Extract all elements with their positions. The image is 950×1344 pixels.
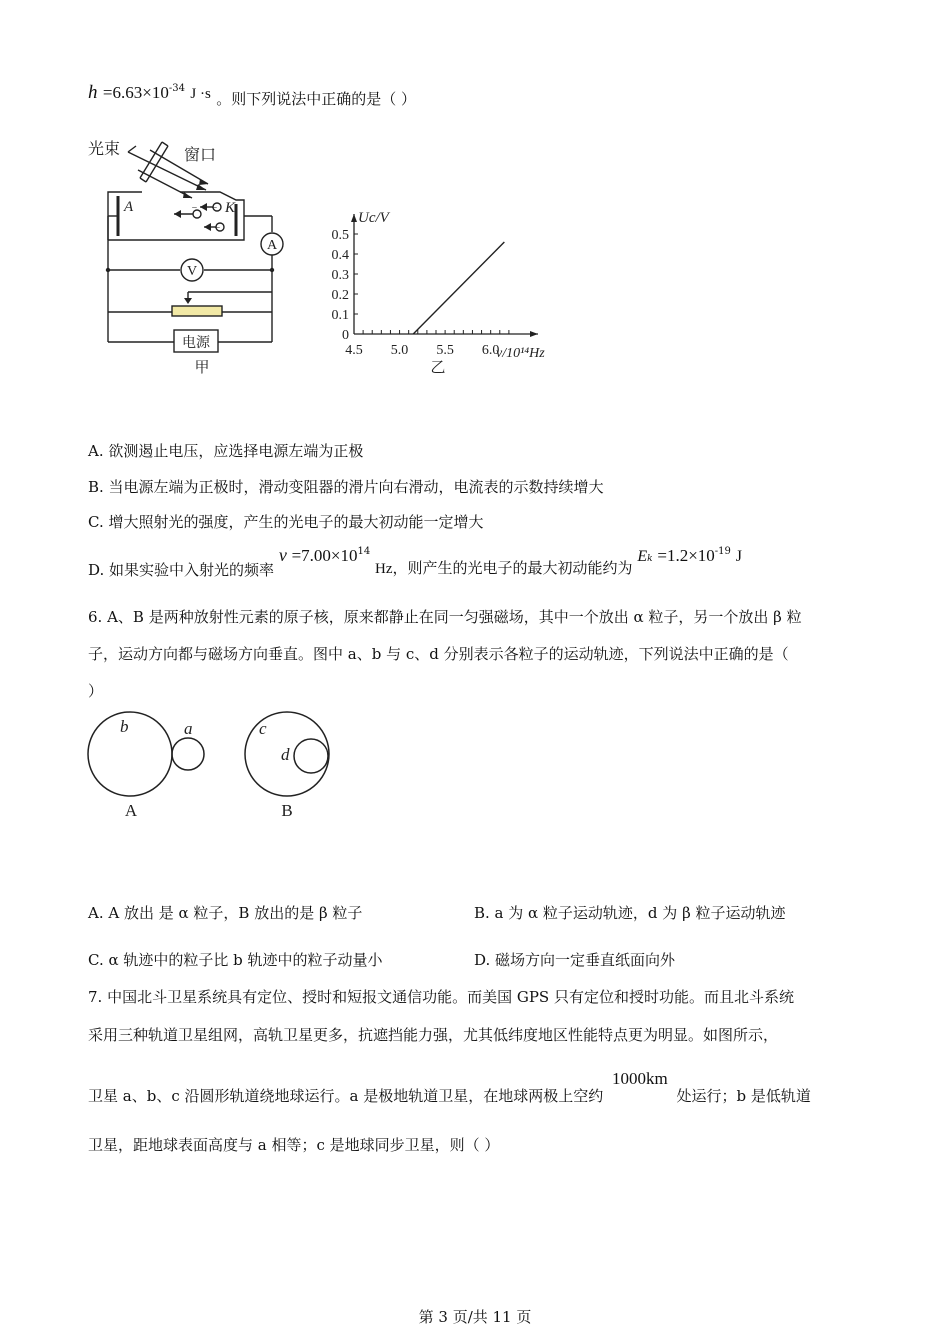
altitude-value: 1000km [611,1069,668,1088]
q5-stem-tail: 。则下列说法中正确的是（ ） [216,90,416,108]
graph-x-axis-label: ν/10¹⁴Hz [496,346,545,361]
q5-option-d [88,545,742,579]
y-tick-label: 0.1 [331,308,349,323]
q7-line2: 采用三种轨道卫星组网，高轨卫星更多，抗遮挡能力强，尤其低纬度地区性能特点更为明显。如图所示， [88,1026,779,1044]
x-axis-arrow [530,331,538,337]
nucleus-b-caption: B [281,801,293,820]
ammeter-label: A [266,238,278,253]
q6-line2: 子，运动方向都与磁场方向垂直。图中 a、b 与 c、d 分别表示各粒子的运动轨迹，下列说法中正确的是（ [88,645,789,663]
y-tick-label: 0.4 [331,248,349,263]
svg-text:−: − [214,223,221,234]
ek-unit: J [735,548,742,565]
q5-option-b: B. 当电源左端为正极时，滑动变阻器的滑片向右滑动，电流表的示数持续增大 [88,478,604,496]
radioactive-tracks-figure [84,708,344,828]
q7-line3-suffix: 处运行；b 是低轨道 [676,1087,811,1105]
graph-y-axis-label: Uc/V [358,210,389,226]
q6-line3: ） [88,682,104,700]
ek-subscript: k [647,554,653,564]
svg-text:−: − [191,203,198,214]
y-tick-label: 0.2 [331,288,349,303]
anode-label: A [124,199,134,215]
q5-option-c: C. 增大照射光的强度，产生的光电子的最大初动能一定增大 [88,513,484,531]
window-label: 窗口 [184,147,217,164]
circuit-caption: 甲 [194,360,210,376]
x-tick-label: 4.5 [345,343,363,358]
voltmeter-label: V [186,264,198,279]
q5-option-a: A. 欲测遏止电压，应选择电源左端为正极 [88,442,364,460]
q7-line1: 7. 中国北斗卫星系统具有定位、授时和短报文通信功能。而美国 GPS 只有定位和授时功能。而且北斗系统 [88,988,794,1006]
q5-option-d-prefix: D. 如果实验中入射光的频率 [88,561,275,579]
planck-value: =6.63×10 [102,83,169,102]
track-a-label: a [184,719,193,738]
q6-option-b: B. a 为 α 粒子运动轨迹，d 为 β 粒子运动轨迹 [474,904,786,922]
q7-line4: 卫星，距地球表面高度与 a 相等；c 是地球同步卫星，则（ ） [88,1136,500,1154]
nucleus-a-caption: A [124,801,138,820]
beam-label: 光束 [88,141,121,158]
y-tick-label: 0 [342,328,349,343]
q6-option-a: A. A 放出 是 α 粒子，B 放出的是 β 粒子 [88,904,363,922]
svg-text:−: − [211,203,218,214]
q7-line3-prefix: 卫星 a、b、c 沿圆形轨道绕地球运行。a 是极地轨道卫星，在地球两极上空约 [88,1087,604,1105]
frequency-symbol: ν [278,545,287,565]
x-tick-label: 6.0 [481,343,500,358]
photoelectric-circuit-figure [84,132,304,382]
q5-option-d-mid: Hz，则产生的光电子的最大初动能约为 [375,561,633,577]
planck-symbol: h [88,82,98,103]
q7-line3 [88,1068,811,1105]
track-c-label: c [259,719,267,738]
y-axis-arrow [351,214,357,222]
x-tick-label: 5.0 [390,343,409,358]
stopping-voltage-graph [318,200,568,380]
frequency-exponent: 14 [357,546,371,557]
source-label: 电源 [182,336,210,351]
q6-option-d: D. 磁场方向一定垂直纸面向外 [474,951,676,969]
track-d-label: d [281,745,290,764]
ek-value: =1.2×10 [657,546,715,565]
page-number: 第 3 页/共 11 页 [418,1308,532,1326]
q5-header [88,82,416,108]
y-tick-label: 0.5 [331,228,349,243]
track-b-label: b [120,717,129,736]
q6-line1: 6. A、B 是两种放射性元素的原子核，原来都静止在同一匀强磁场，其中一个放出 α 粒子，另一个放出 β 粒 [88,608,802,626]
y-tick-label: 0.3 [331,268,349,283]
planck-unit: J ·s [190,86,211,102]
series-line [413,242,504,334]
frequency-value: =7.00×10 [291,546,358,565]
planck-exponent: -34 [168,83,185,94]
q6-option-c: C. α 轨迹中的粒子比 b 轨迹中的粒子动量小 [88,951,383,969]
x-tick-label: 5.5 [436,343,454,358]
ek-exponent: -19 [714,546,731,557]
ek-symbol: E [637,548,648,565]
cathode-label: K [225,200,236,216]
graph-caption: 乙 [430,360,446,376]
